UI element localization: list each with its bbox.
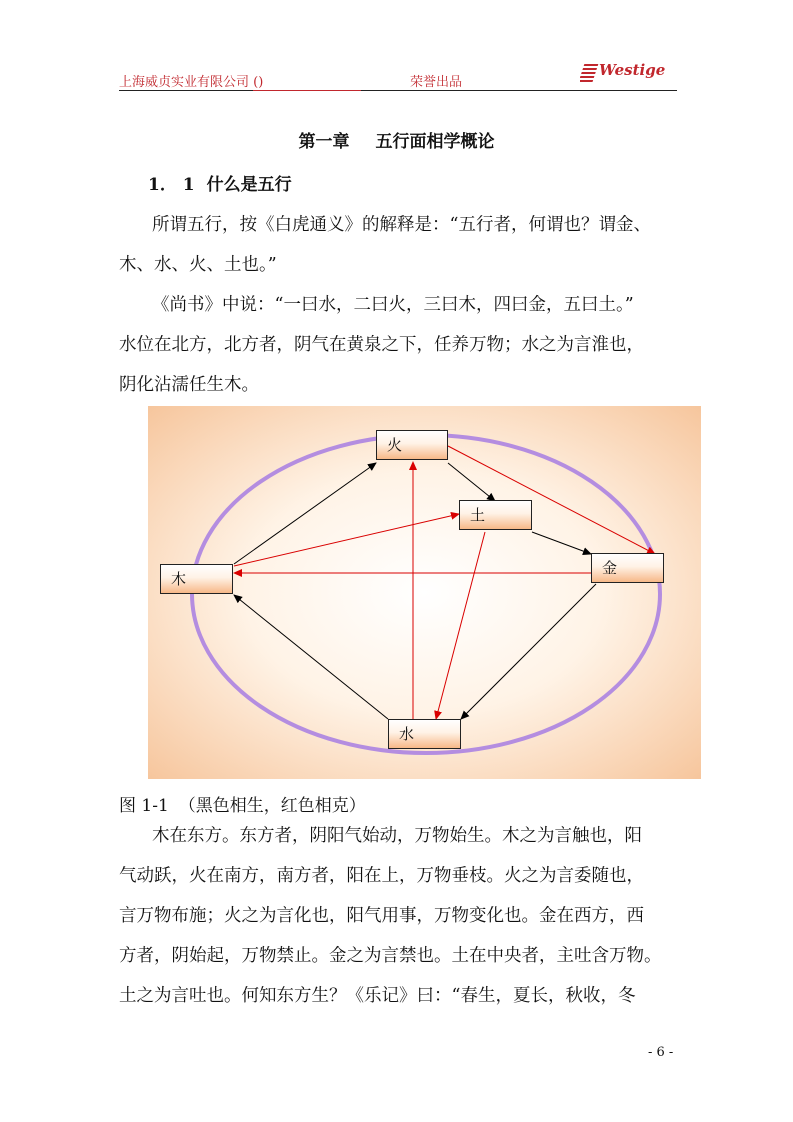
- logo-text: Westige: [599, 61, 666, 79]
- figure-caption-text: （黑色相生，红色相克）: [178, 796, 366, 816]
- node-earth: 土: [459, 500, 532, 530]
- section-title: [148, 170, 292, 195]
- paragraph-line: 方者，阴始起，万物禁止。金之为言禁也。土在中央者，主吐含万物。: [119, 946, 662, 966]
- figure-number: 图 1-1: [119, 796, 169, 816]
- header-company-name: 上海威贞实业有限公司: [119, 75, 254, 90]
- section-number: 1． 1: [148, 175, 195, 195]
- page-header: [119, 60, 677, 91]
- paragraph-line: 《尚书》中说：“一曰水，二曰火，三曰木，四曰金，五曰土。”: [152, 295, 634, 315]
- header-paren: (): [253, 76, 361, 91]
- node-wood: 木: [160, 564, 233, 594]
- page-number: - 6 -: [648, 1045, 674, 1060]
- westige-logo: [580, 60, 666, 86]
- paragraph-line: 气动跃，火在南方，南方者，阳在上，万物垂枝。火之为言委随也，: [119, 866, 644, 886]
- node-metal: 金: [591, 553, 664, 583]
- paragraph-2: [119, 285, 679, 405]
- header-presented: 荣誉出品: [410, 75, 463, 90]
- paragraph-1: [119, 205, 679, 285]
- paragraph-line: 言万物布施；火之为言化也，阳气用事，万物变化也。金在西方，西: [119, 906, 644, 926]
- paragraph-line: 土之为言吐也。何知东方生？《乐记》曰：“春生，夏长，秋收，冬: [119, 986, 636, 1006]
- chapter-name: 五行面相学概论: [375, 132, 495, 152]
- paragraph-line: 木在东方。东方者，阴阳气始动，万物始生。木之为言触也，阳: [152, 826, 642, 846]
- figure-caption: [119, 791, 366, 816]
- node-fire: 火: [376, 430, 448, 460]
- paragraph-line: 水位在北方，北方者，阴气在黄泉之下，任养万物；水之为言淮也，: [119, 335, 644, 355]
- five-elements-diagram: [148, 406, 701, 779]
- section-title-text: 什么是五行: [206, 175, 292, 195]
- chapter-title: [0, 127, 793, 152]
- paragraph-line: 阴化沾濡任生木。: [119, 375, 259, 395]
- paragraph-line: 木、水、火、土也。”: [119, 255, 277, 275]
- paragraph-3: [119, 816, 679, 1016]
- node-water: 水: [388, 719, 461, 749]
- chapter-number: 第一章: [298, 132, 350, 152]
- header-company: [119, 71, 361, 91]
- paragraph-line: 所谓五行，按《白虎通义》的解释是：“五行者，何谓也？谓金、: [152, 215, 651, 235]
